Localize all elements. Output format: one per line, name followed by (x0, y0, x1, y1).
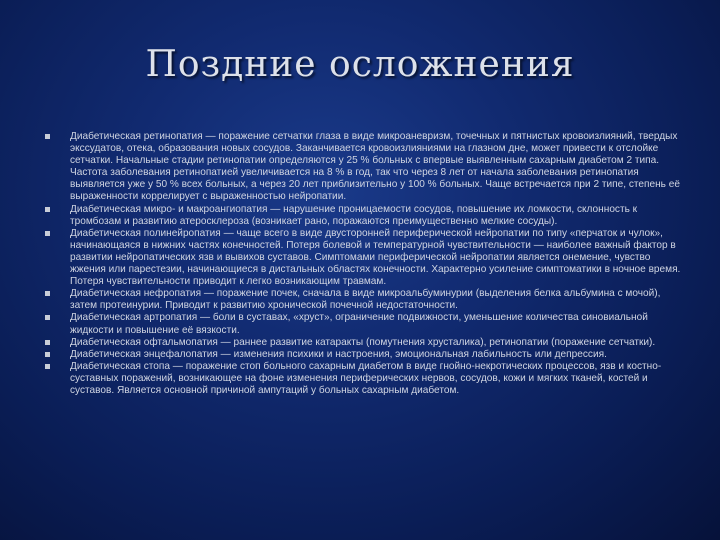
bullet-item-encephalopathy (44, 349, 682, 361)
bullet-item-nephropathy (44, 288, 682, 312)
square-bullet-icon (45, 340, 50, 345)
bullet-text: Диабетическая артропатия — боли в суставах, «хруст», ограничение подвижности, уменьшение количества синовиальной жидкости и повышение её вязкости. (70, 312, 648, 336)
bullet-item-ophthalmopathy (44, 337, 682, 349)
bullet-text: Диабетическая полинейропатия — чаще всего в виде двусторонней периферической нейропатии по типу «перчаток и чулок», начинающаяся в нижних частях конечностей. Потеря болевой и температурной чувствительности — наиболее важный фактор в развитии нейропатических язв и вывихов суставов. Симптомами периферической нейропатии является онемение, чувство жжения или парестезии, начинающиеся в дистальных областях конечности. Характерно усиление симптоматики в ночное время. Потеря чувствительности приводит к легко возникающим травмам. (70, 227, 681, 288)
square-bullet-icon (45, 364, 50, 369)
bullet-text: Диабетическая энцефалопатия — изменения психики и настроения, эмоциональная лабильность или депрессия. (70, 348, 607, 360)
bullet-text: Диабетическая ретинопатия — поражение сетчатки глаза в виде микроаневризм, точечных и пятнистых кровоизлияний, твердых экссудатов, отека, образования новых сосудов. Заканчивается кровоизлияниями на глазном дне, может привести к отслойке сетчатки. Начальные стадии ретинопатии определяются у 25 % больных с впервые выявленным сахарным диабетом 2 типа. Частота заболевания ретинопатией увеличивается на 8 % в год, так что через 8 лет от начала заболевания ретинопатия выявляется уже у 50 % всех больных, а через 20 лет приблизительно у 100 % больных. Чаще встречается при 2 типе, степень её выраженности коррелирует с выраженностью нейропатии. (70, 131, 680, 203)
bullet-item-polyneuropathy (44, 228, 682, 288)
bullet-text: Диабетическая стопа — поражение стоп больного сахарным диабетом в виде гнойно-некротических процессов, язв и костно-суставных поражений, возникающее на фоне изменения периферических нервов, сосудов, кожи и мягких тканей, костей и суставов. Является основной причиной ампутаций у больных сахарным диабетом. (70, 360, 662, 396)
bullet-text: Диабетическая микро- и макроангиопатия — нарушение проницаемости сосудов, повышение их ломкости, склонность к тромбозам и развитию атеросклероза (возникает рано, поражаются преимущественно мелкие сосуды). (70, 203, 638, 227)
square-bullet-icon (45, 231, 50, 236)
bullet-item-arthropathy (44, 312, 682, 336)
square-bullet-icon (45, 207, 50, 212)
square-bullet-icon (45, 352, 50, 357)
bullet-text: Диабетическая нефропатия — поражение почек, сначала в виде микроальбуминурии (выделения белка альбумина с мочой), затем протеинурии. Приводит к развитию хронической почечной недостаточности. (70, 288, 661, 312)
slide-title: Поздние осложнения (145, 44, 575, 85)
bullet-list (44, 131, 682, 397)
square-bullet-icon (45, 291, 50, 296)
bullet-item-angiopathy (44, 204, 682, 228)
square-bullet-icon (45, 315, 50, 320)
bullet-item-diabetic-foot (44, 361, 682, 397)
bullet-text: Диабетическая офтальмопатия — раннее развитие катаракты (помутнения хрусталика), ретинопатии (поражение сетчатки). (70, 336, 656, 348)
square-bullet-icon (45, 134, 50, 139)
bullet-item-retinopathy (44, 131, 682, 204)
